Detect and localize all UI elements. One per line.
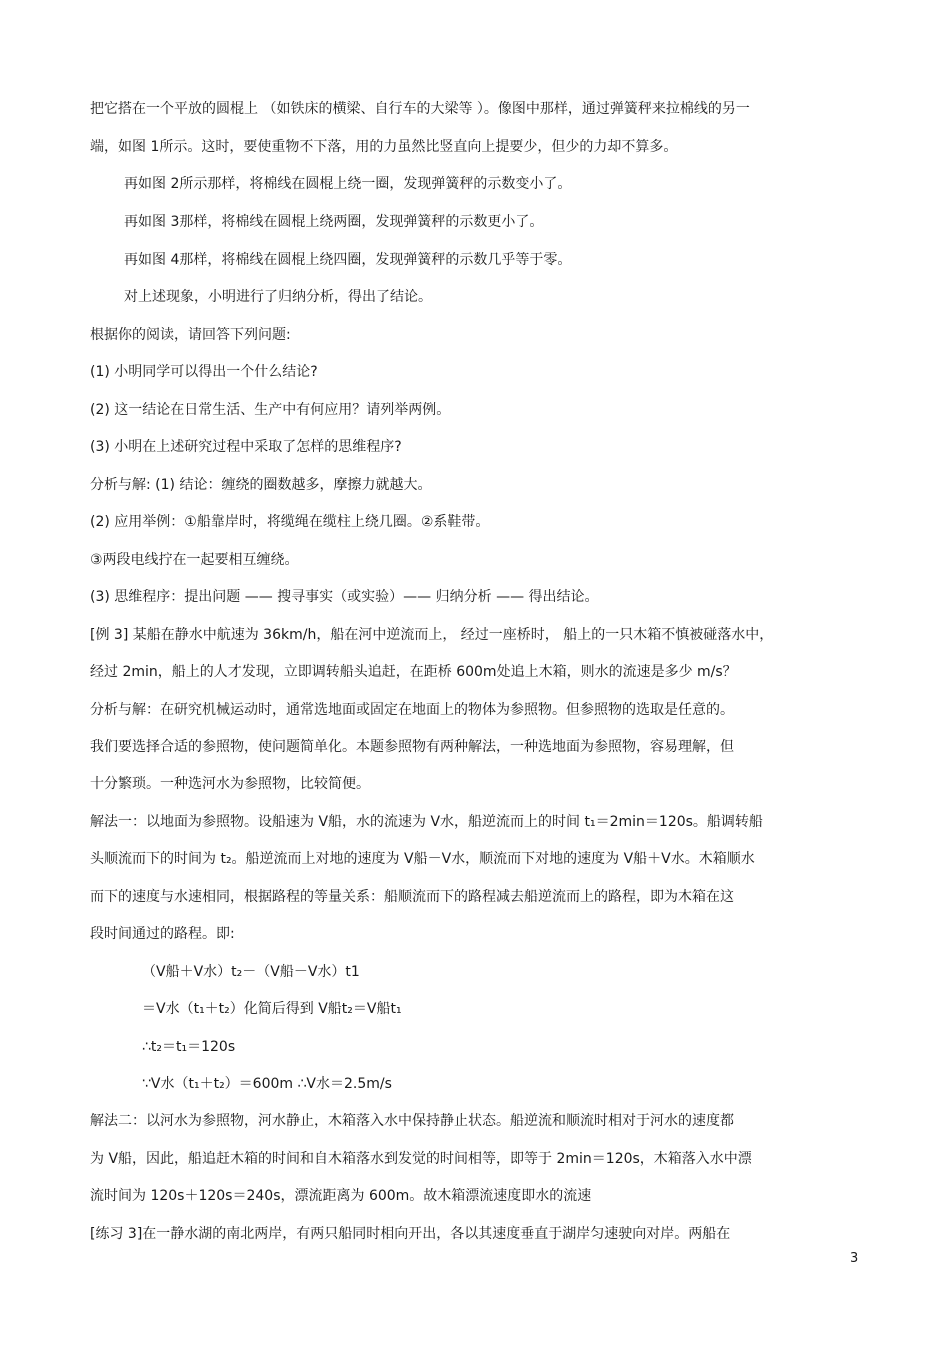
solution-line: 而下的速度与水速相同，根据路程的等量关系：船顺流而下的路程减去船逆流而上的路程，即为木箱在这 bbox=[90, 889, 734, 905]
question-item: (3) 小明在上述研究过程中采取了怎样的思维程序? bbox=[90, 439, 402, 455]
analysis-line: 我们要选择合适的参照物，使问题简单化。本题参照物有两种解法，一种选地面为参照物，容易理解，但 bbox=[90, 739, 734, 755]
answer-line: ③两段电线拧在一起要相互缠绕。 bbox=[90, 552, 299, 568]
question-item: (2) 这一结论在日常生活、生产中有何应用？请列举两例。 bbox=[90, 402, 451, 418]
equation-line: ＝V水（t₁＋t₂）化简后得到 V船t₂＝V船t₁ bbox=[142, 1001, 402, 1017]
answer-line: (3) 思维程序：提出问题 —— 搜寻事实（或实验）—— 归纳分析 —— 得出结论。 bbox=[90, 589, 599, 605]
page-number: 3 bbox=[850, 1251, 859, 1266]
paragraph-line: 再如图 4那样，将棉线在圆棍上绕四圈，发现弹簧秤的示数几乎等于零。 bbox=[124, 252, 572, 268]
solution-line: 流时间为 120s＋120s＝240s，漂流距离为 600m。故木箱漂流速度即水的流速 bbox=[90, 1188, 592, 1204]
equation-line: ∴t₂＝t₁＝120s bbox=[142, 1039, 236, 1055]
exercise-line: [练习 3]在一静水湖的南北两岸，有两只船同时相向开出，各以其速度垂直于湖岸匀速驶向对岸。两船在 bbox=[90, 1226, 731, 1242]
paragraph-line: 根据你的阅读，请回答下列问题: bbox=[90, 327, 291, 343]
answer-line: (2) 应用举例：①船靠岸时，将缆绳在缆柱上绕几圈。②系鞋带。 bbox=[90, 514, 490, 530]
solution-line: 段时间通过的路程。即: bbox=[90, 926, 235, 942]
paragraph-line: 端，如图 1所示。这时，要使重物不下落，用的力虽然比竖直向上提要少，但少的力却不算多。 bbox=[90, 139, 678, 155]
equation-line: （V船＋V水）t₂－（V船－V水）t1 bbox=[142, 964, 360, 980]
question-item: (1) 小明同学可以得出一个什么结论? bbox=[90, 364, 318, 380]
analysis-line: 分析与解：在研究机械运动时，通常选地面或固定在地面上的物体为参照物。但参照物的选取是任意的。 bbox=[90, 702, 734, 718]
example-line: 经过 2min，船上的人才发现，立即调转船头追赶，在距桥 600m处追上木箱，则水的流速是多少 m/s？ bbox=[90, 664, 737, 680]
solution-line: 为 V船，因此，船追赶木箱的时间和自木箱落水到发觉的时间相等，即等于 2min＝120s，木箱落入水中漂 bbox=[90, 1151, 752, 1167]
equation-line: ∵V水（t₁＋t₂）＝600m ∴V水＝2.5m/s bbox=[142, 1076, 392, 1092]
example-line: [例 3] 某船在静水中航速为 36km/h，船在河中逆流而上， 经过一座桥时， 船上的一只木箱不慎被碰落水中， bbox=[90, 627, 774, 643]
paragraph-line: 再如图 3那样，将棉线在圆棍上绕两圈，发现弹簧秤的示数更小了。 bbox=[124, 214, 544, 230]
solution-line: 解法二：以河水为参照物，河水静止，木箱落入水中保持静止状态。船逆流和顺流时相对于河水的速度都 bbox=[90, 1113, 734, 1129]
paragraph-line: 再如图 2所示那样，将棉线在圆棍上绕一圈，发现弹簧秤的示数变小了。 bbox=[124, 176, 572, 192]
solution-line: 解法一：以地面为参照物。设船速为 V船，水的流速为 V水，船逆流而上的时间 t₁＝2min＝120s。船调转船 bbox=[90, 814, 763, 830]
solution-line: 头顺流而下的时间为 t₂。船逆流而上对地的速度为 V船－V水，顺流而下对地的速度为 V船＋V水。木箱顺水 bbox=[90, 851, 755, 867]
analysis-line: 十分繁琐。一种选河水为参照物，比较简便。 bbox=[90, 776, 370, 792]
answer-line: 分析与解: (1) 结论：缠绕的圈数越多，摩擦力就越大。 bbox=[90, 477, 432, 493]
paragraph-line: 把它搭在一个平放的圆棍上 （如铁床的横梁、自行车的大梁等 ）。像图中那样，通过弹簧秤来拉棉线的另一 bbox=[90, 101, 750, 117]
paragraph-line: 对上述现象，小明进行了归纳分析，得出了结论。 bbox=[124, 289, 432, 305]
